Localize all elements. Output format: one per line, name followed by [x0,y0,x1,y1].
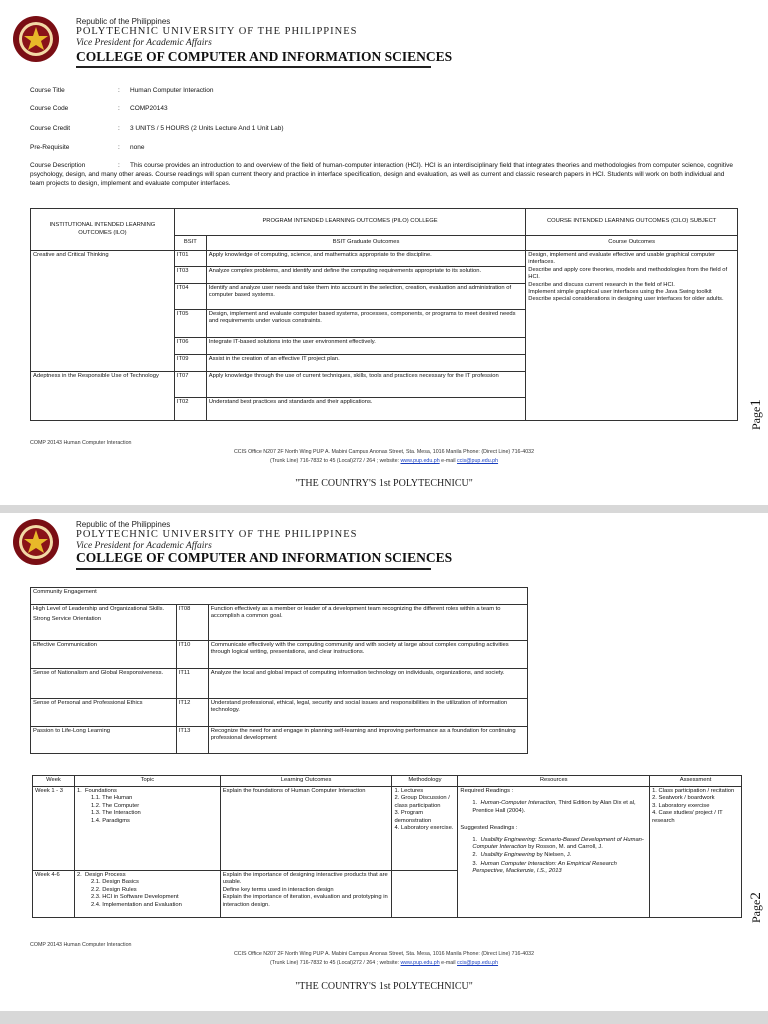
ilo-nationalism: Sense of Nationalism and Global Responsiveness. [31,669,177,699]
resources-cell [458,787,650,918]
cilo-item: Describe and discuss current research in the field of HCI. [528,281,675,288]
cilo-item: Describe special considerations in designing user interfaces for older adults. [528,296,724,303]
pilo-code: IT06 [174,338,206,355]
seal-icon [12,15,60,63]
learning-outcomes-header: Learning Outcomes [220,776,392,787]
course-credit-label: Course Credit [30,125,71,132]
ilo-adeptness: Adeptness in the Responsible Use of Technology [31,372,175,421]
subtopic: 1.2. The Computer [90,802,140,809]
university-name: POLYTECHNIC UNIVERSITY OF THE PHILIPPINES [76,529,358,540]
community-engagement: Community Engagement [31,588,528,605]
course-code-label: Course Code [30,105,69,112]
ilo-creative-critical: Creative and Critical Thinking [31,251,175,372]
seal-icon [12,518,60,566]
suggested-reading-item: 2. Usability Engineering by Nielsen, J. [472,852,572,859]
page-2 [0,513,768,1011]
pilo-code: IT13 [176,727,208,754]
website-link[interactable]: www.pup.edu.ph [400,960,440,966]
cilo-item: Implement simple graphical user interfaces using the Java Swing toolkit [528,289,712,296]
topic-cell [74,787,220,871]
pilo-text: Recognize the need for and engage in planning self-learning and improving performance as a foundation for continuing professional development [208,727,527,754]
footer-course-ref: COMP 20143 Human Computer Interaction [30,440,132,446]
pilo-text: Analyze the local and global impact of computing information technology on individuals, organizations, and society. [208,669,527,699]
subtopic: 1.1. The Human [90,795,133,802]
header-rule [76,66,431,68]
course-outcomes-header: Course Outcomes [526,236,738,251]
subtopic: 2.1. Design Basics [90,879,139,886]
resources-header: Resources [458,776,650,787]
bsit-outcomes-header: BSIT Graduate Outcomes [206,236,526,251]
colon: : [118,87,120,94]
pilo-header: PROGRAM INTENDED LEARNING OUTCOMES (PILO) COLLEGE [174,209,525,236]
suggested-reading-item: 3. Human Computer Interaction: An Empirical Research Perspective, Mackenzie, I.S., 2013 [472,860,617,875]
ilo-leadership: High Level of Leadership and Organizational Skills. Strong Service Orientation [31,605,177,641]
email-link[interactable]: ccis@pup.edu.ph [457,960,499,966]
course-plan-table [32,775,742,918]
outcomes-table-continued [30,587,528,754]
pilo-text: Identify and analyze user needs and take them into account in the selection, creation, evaluation and administration of computer based systems. [206,284,526,310]
topic-main: 2. Design Process [76,872,126,878]
cilo-header: COURSE INTENDED LEARNING OUTCOMES (CILO) SUBJECT [526,209,738,236]
pilo-code: IT07 [174,372,206,398]
pilo-text: Function effectively as a member or leader of a development team recognizing the different roles within a team to accomplish a common goal. [208,605,527,641]
motto: "THE COUNTRY'S 1st POLYTECHNICU" [295,478,473,489]
pilo-text: Apply knowledge through the use of current techniques, skills, tools and practices necessary for the IT profession [206,372,526,398]
learning-outcome-cell: Explain the foundations of Human Computer Interaction [220,787,392,871]
vp-office: Vice President for Academic Affairs [76,541,212,551]
pilo-code: IT03 [174,267,206,284]
motto: "THE COUNTRY'S 1st POLYTECHNICU" [295,981,473,992]
college-name: COLLEGE OF COMPUTER AND INFORMATION SCIENCES [76,49,453,64]
page-separator [0,1011,768,1024]
pilo-text: Communicate effectively with the computing community and with society at large about complex computing activities through logical writing, presentations, and clear instructions. [208,641,527,669]
pilo-code: IT02 [174,398,206,421]
week-cell: Week 1 - 3 [33,787,75,871]
pilo-code: IT11 [176,669,208,699]
pilo-text: Apply knowledge of computing, science, and mathematics appropriate to the discipline. [206,251,526,267]
page-separator [0,505,768,513]
course-description-text: This course provides an introduction to and overview of the field of human-computer interaction (HCI). HCI is an interdisciplinary field that integrates theories and methodologies from computer science, cognitive psychology, design, and many other areas. Course readings will span current theory and practice in interface specification, design and evaluation, as well as current and classic research papers in HCI. Students will work on both individual and team projects to design, implement and evaluate computer interfaces. [30,162,733,187]
course-code-value: COMP20143 [130,105,168,112]
methodology-header: Methodology [392,776,458,787]
college-name: COLLEGE OF COMPUTER AND INFORMATION SCIENCES [76,550,453,565]
cilo-item: Design, implement and evaluate effective and usable graphical computer interfaces. [528,252,716,266]
required-readings-title: Required Readings : [460,788,514,794]
prereq-value: none [130,144,145,151]
pilo-code: IT01 [174,251,206,267]
footer-address: CCIS Office N207 2F North Wing PUP A. Mabini Campus Anonas Street, Sta. Mesa, 1016 Manila Phone: (Direct Line) 716-4032 [233,449,535,455]
vp-office: Vice President for Academic Affairs [76,38,212,48]
ilo-communication: Effective Communication [31,641,177,669]
bsit-header: BSIT [174,236,206,251]
email-link[interactable]: ccis@pup.edu.ph [457,458,499,464]
topic-main: 1. Foundations [76,788,117,794]
footer-contacts: (Trunk Line) 716-7832 to 45 (Local)272 / 264 ; website: www.pup.edu.ph e-mail ccis@pup.edu.ph [269,458,499,464]
learning-outcome-cell: Explain the importance of designing interactive products that are usable. Define key terms used in interaction design Explain the importance of iteration, evaluation and prototyping in interaction design. [220,871,392,918]
course-credit-value: 3 UNITS / 5 HOURS (2 Units Lecture And 1 Unit Lab) [130,125,284,132]
ilo-ethics: Sense of Personal and Professional Ethics [31,699,177,727]
pilo-code: IT08 [176,605,208,641]
ilo-lifelong: Passion to Life-Long Learning [31,727,177,754]
page-number: Page2 [748,892,764,923]
subtopic: 2.3. HCI in Software Development [90,894,179,901]
university-name: POLYTECHNIC UNIVERSITY OF THE PHILIPPINES [76,26,358,37]
pilo-code: IT05 [174,310,206,338]
colon: : [118,162,120,169]
outcomes-table [30,208,738,421]
subtopic: 2.4. Implementation and Evaluation [90,901,182,908]
pilo-text: Design, implement and evaluate computer based systems, processes, components, or programs to meet desired needs and requirements under various constraints. [206,310,526,338]
methodology-cell [392,871,458,918]
course-description-label: Course Description [30,162,86,169]
course-title-label: Course Title [30,87,65,94]
pilo-code: IT10 [176,641,208,669]
colon: : [118,105,120,112]
pilo-code: IT12 [176,699,208,727]
topic-cell [74,871,220,918]
header-rule [76,568,431,570]
footer-address: CCIS Office N207 2F North Wing PUP A. Mabini Campus Anonas Street, Sta. Mesa, 1016 Manila Phone: (Direct Line) 716-4032 [233,951,535,957]
pilo-text: Understand best practices and standards and their applications. [206,398,526,421]
university-seal [12,15,60,63]
methodology-cell: 1. Lectures 2. Group Discussion / class participation 3. Program demonstration 4. Laboratory exercise. [392,787,458,871]
prereq-label: Pre-Requisite [30,144,70,151]
pilo-text: Understand professional, ethical, legal, security and social issues and responsibilities in the utilization of information technology. [208,699,527,727]
course-description-value [30,161,738,188]
assessment-cell: 1. Class participation / recitation 2. Seatwork / boardwork 3. Laboratory exercise 4. Case studies/ project / IT research [650,787,742,918]
pilo-text: Assist in the creation of an effective IT project plan. [206,355,526,372]
colon: : [118,125,120,132]
assessment-header: Assessment [650,776,742,787]
pilo-text: Analyze complex problems, and identify and define the computing requirements appropriate to its solution. [206,267,526,284]
subtopic: 2.2. Design Rules [90,886,137,893]
page-number: Page1 [748,399,764,430]
course-title-value: Human Computer Interaction [130,87,214,94]
footer-contacts: (Trunk Line) 716-7832 to 45 (Local)272 / 264 ; website: www.pup.edu.ph e-mail ccis@pup.edu.ph [269,960,499,966]
university-seal [12,518,60,566]
pilo-text: Integrate IT-based solutions into the user environment effectively. [206,338,526,355]
ilo-header: INSTITUTIONAL INTENDED LEARNING OUTCOMES (ILO) [31,209,175,251]
subtopic: 1.3. The Interaction [90,810,141,817]
website-link[interactable]: www.pup.edu.ph [400,458,440,464]
republic-text: Republic of the Philippines [76,17,171,26]
colon: : [118,144,120,151]
pilo-code: IT04 [174,284,206,310]
subtopic: 1.4. Paradigms [90,817,130,824]
republic-text: Republic of the Philippines [76,520,171,529]
footer-course-ref: COMP 20143 Human Computer Interaction [30,942,132,948]
week-header: Week [33,776,75,787]
cilo-list [526,251,738,421]
pilo-code: IT09 [174,355,206,372]
cilo-item: Describe and apply core theories, models and methodologies from the field of HCI. [528,266,728,281]
required-reading-item: 1. Human-Computer Interaction, Third Edition by Alan Dix et al, Prentice Hall (2004). [472,800,636,814]
page-1 [0,0,768,505]
week-cell: Week 4-6 [33,871,75,918]
suggested-reading-item: 1. Usability Engineering: Scenario-Based Development of Human-Computer Interaction by Rosson, M. and Carroll, J. [472,836,644,851]
suggested-readings-title: Suggested Readings : [460,825,518,832]
topic-header: Topic [74,776,220,787]
